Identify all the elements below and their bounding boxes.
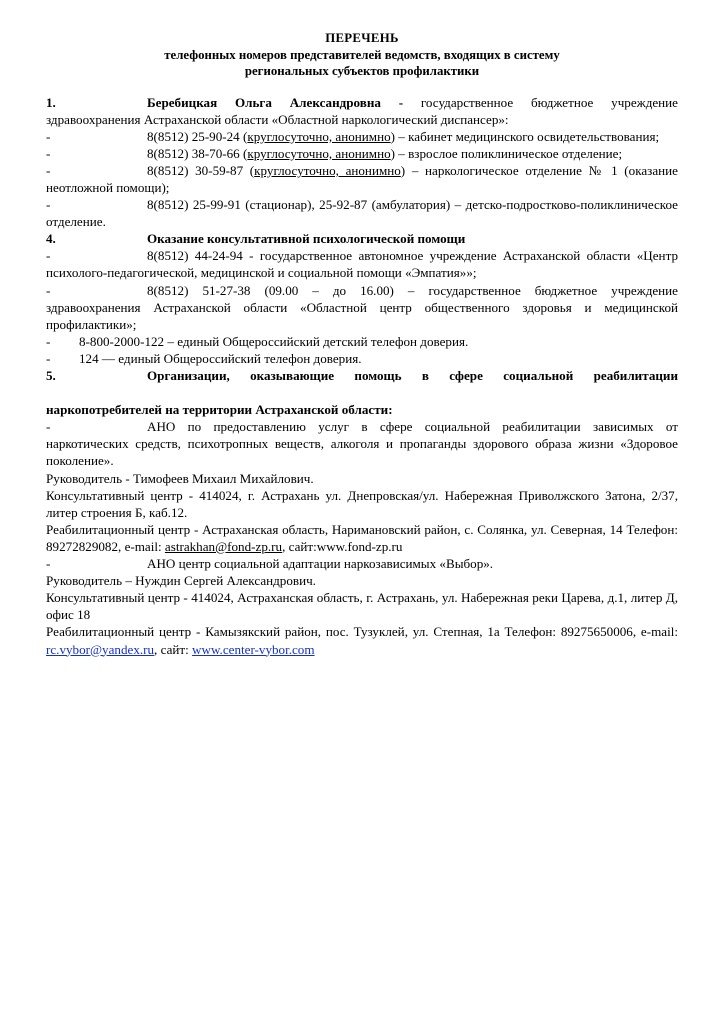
entry-1-tail: – кабинет медицинского освидетельствования; [395,128,660,144]
org-1-consult-center: Консультативный центр - 414024, г. Астрахань ул. Днепровская/ул. Набережная Приволжского Затона, 2/37, литер строения Б, каб.12. [46,487,678,520]
page-subtitle-line1: телефонных номеров представителей ведомств, входящих в систему [164,47,560,62]
entry-3-paren-close: ) [400,162,406,178]
org-2-website-link[interactable]: www.center-vybor.com [192,641,315,657]
item-1-name: Беребицкая Ольга Александровна - [147,94,421,110]
item-5-number: 5. [46,368,56,383]
paragraph-entry-1 [46,128,678,145]
org-1-website-text: , сайт:www.fond-zp.ru [282,538,403,554]
item-5-heading-line2: наркопотребителей на территории Астраханской области: [46,402,393,418]
org-2-director: Руководитель – Нуждин Сергей Александрович. [46,573,316,589]
paragraph-entry-3 [46,162,678,196]
entry-3-phone: 8(8512) 30-59-87 [147,162,250,178]
entry-3-note: круглосуточно, анонимно [254,162,401,178]
org-2-site-label: , сайт: [154,641,193,657]
paragraph-item-5-line2 [46,401,678,418]
org-1-rehab-center [46,521,678,555]
org-1-text: АНО по предоставлению услуг в сфере социальной реабилитации зависимых от наркотических средств, психотропных веществ, алкоголя и пропаганды здорового образа жизни «Здоровое поколение». [46,419,678,469]
entry-6-dash: - [46,282,51,298]
entry-2-paren-open: ( [243,145,248,161]
org-2-consult-center: Консультативный центр - 414024, Астраханская область, г. Астрахань, ул. Набережная реки Царева, д.1, литер Д, офис 18 [46,590,678,623]
org-1-rehab-text: Реабилитационный центр - Астраханская область, Наримановский район, с. Солянка, ул. Северная, 14 Телефон: 89272829082, e-mail: [46,521,678,554]
entry-5-dash: - [46,248,51,264]
entry-1-phone: 8(8512) 25-90-24 [147,128,244,144]
page-title: ПЕРЕЧЕНЬ [325,31,399,45]
paragraph-entry-6 [46,282,678,333]
document-title-block [46,30,678,80]
item-1-number: 1. [46,94,56,110]
org-2-email-link[interactable]: rc.vybor@yandex.ru [46,641,155,657]
org-1-director: Руководитель - Тимофеев Михаил Михайлович. [46,470,314,486]
entry-5-text: 8(8512) 44-24-94 - государственное автономное учреждение Астраханской области «Центр психолого-педагогической, медицинской и социальной помощи «Эмпатия»»; [46,248,678,281]
entry-4-text: 8(8512) 25-99-91 (стационар), 25-92-87 (амбулатория) – детско-подростково-поликлиническое отделение. [46,197,678,230]
item-4-number: 4. [46,231,56,247]
org-2-rehab-text: Реабилитационный центр - Камызякский район, пос. Тузуклей, ул. Степная, 1а Телефон: 89275650006, e-mail: [46,624,678,640]
entry-7-dash: - [46,333,51,349]
item-4-heading: Оказание консультативной психологической помощи [147,231,466,247]
entry-7-text: 8-800-2000-122 – единый Общероссийский детский телефон доверия. [79,333,469,349]
paragraph-entry-7 [46,333,678,350]
org-2-dash: - [46,556,51,572]
page-subtitle-line2: региональных субъектов профилактики [244,64,480,78]
entry-2-paren-close: ) [390,145,396,161]
paragraph-item-1 [46,94,678,128]
entry-1-paren-open: ( [243,128,248,144]
entry-3-paren-open: ( [249,162,255,178]
entry-1-paren-close: ) [390,128,396,144]
paragraph-item-4 [46,230,678,247]
org-2-rehab-center [46,623,678,657]
paragraph-entry-4 [46,196,678,230]
entry-6-text: 8(8512) 51-27-38 (09.00 – до 16.00) – государственное бюджетное учреждение здравоохранения Астраханской области «Областной центр общественного здоровья и медицинской профилактики»; [46,282,678,332]
item-5-heading-line1: Организации, оказывающие помощь в сфере социальной реабилитации [147,368,678,383]
entry-3-dash: - [46,162,51,178]
entry-1-note: круглосуточно, анонимно [247,128,391,144]
entry-2-dash: - [46,145,51,161]
entry-8-text: 124 — единый Общероссийский телефон доверия. [79,350,362,366]
document-body [46,94,678,658]
entry-2-phone: 8(8512) 38-70-66 [147,145,244,161]
entry-1-dash: - [46,128,51,144]
paragraph-entry-5 [46,247,678,281]
entry-2-note: круглосуточно, анонимно [247,145,391,161]
paragraph-item-5-line1 [46,367,678,401]
paragraph-entry-2 [46,145,678,162]
org-2-text: АНО центр социальной адаптации наркозависимых «Выбор». [147,556,494,572]
entry-4-dash: - [46,197,51,213]
entry-8-dash: - [46,350,51,366]
org-1-email-link[interactable]: astrakhan@fond-zp.ru [164,538,283,554]
item-1-text: государственное бюджетное учреждение здравоохранения Астраханской области «Областной наркологический диспансер»: [46,94,678,127]
paragraph-org-1 [46,418,678,469]
paragraph-org-2 [46,555,678,572]
paragraph-entry-8 [46,350,678,367]
entry-3-tail: – наркологическое отделение № 1 (оказание неотложной помощи); [46,162,678,195]
document-content [46,30,678,658]
entry-2-tail: – взрослое поликлиническое отделение; [395,145,623,161]
org-1-dash: - [46,419,51,435]
